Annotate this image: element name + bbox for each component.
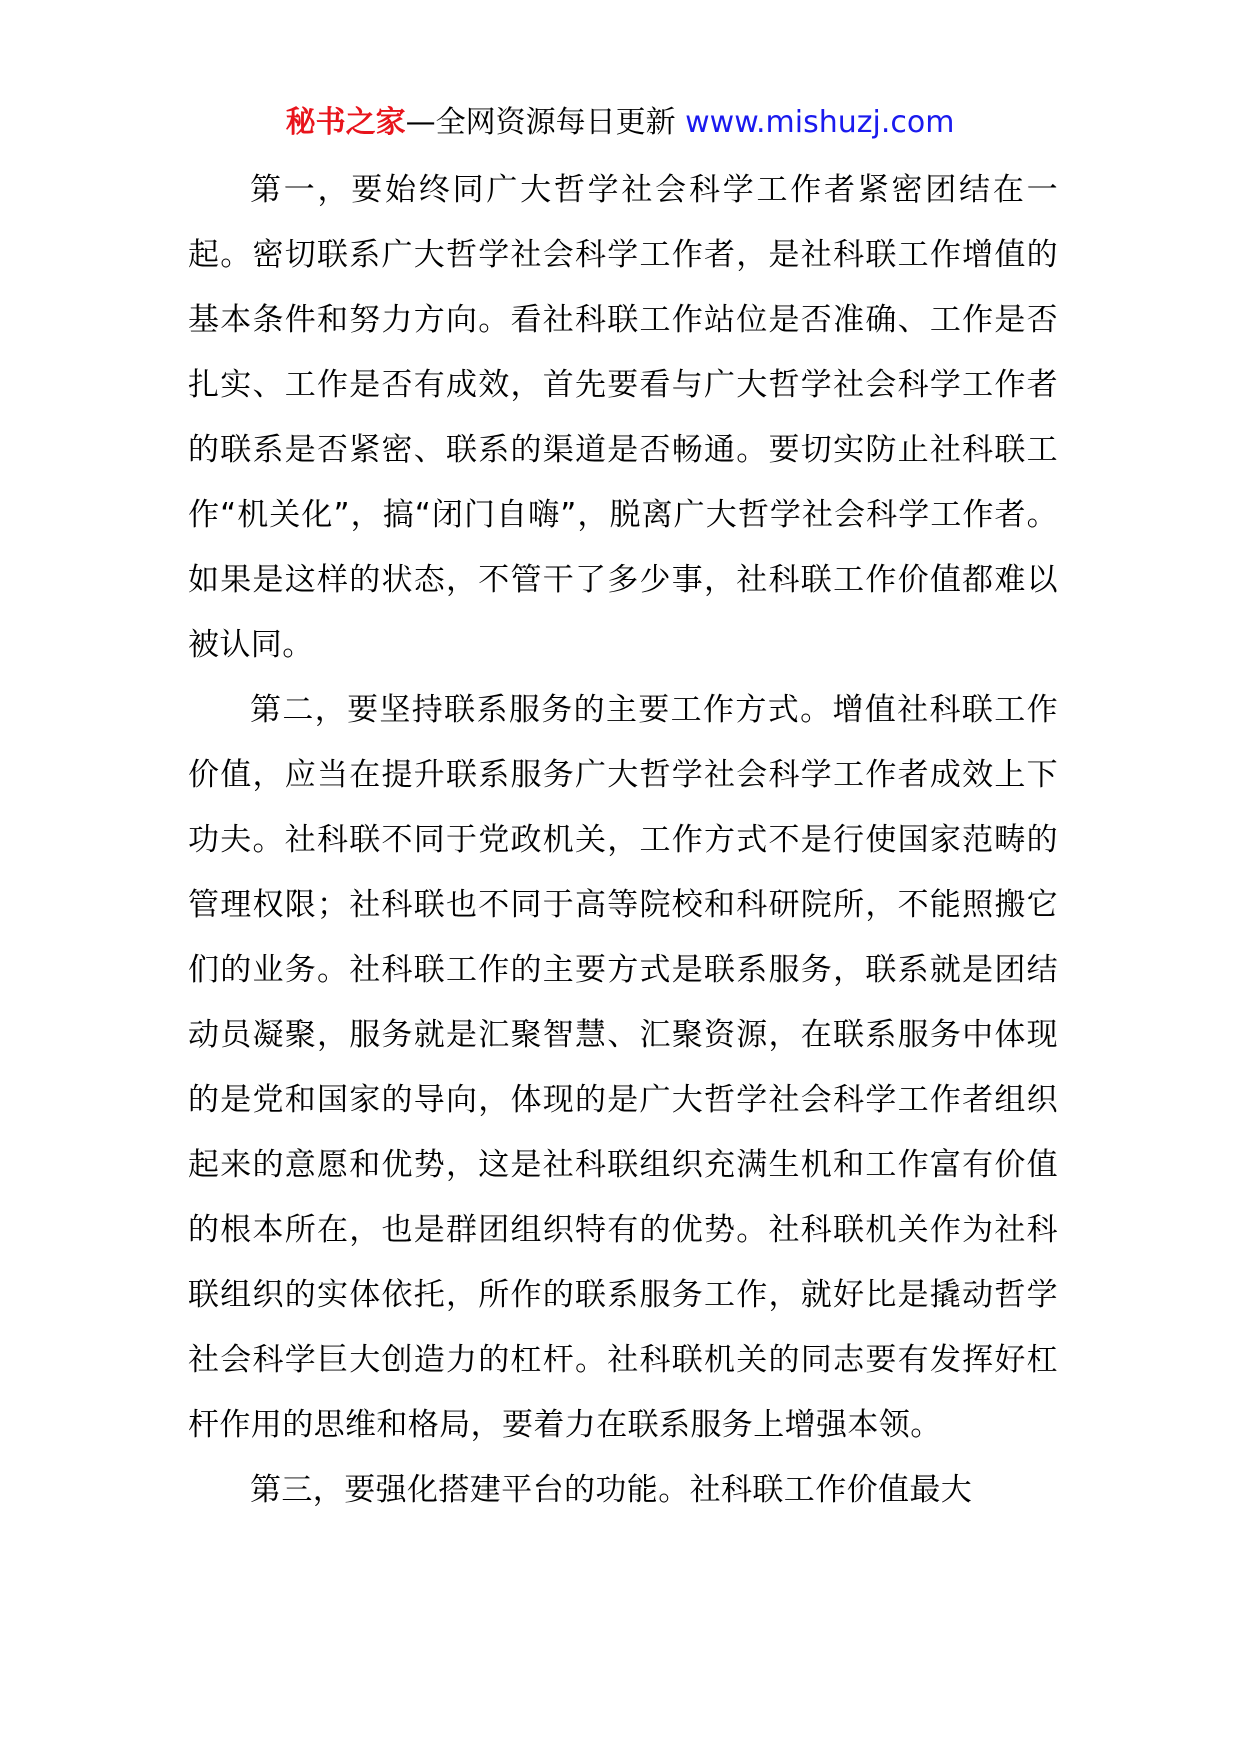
header-tagline: —全网资源每日更新 <box>405 105 686 140</box>
paragraph-third: 第三，要强化搭建平台的功能。社科联工作价值最大 <box>250 1472 973 1508</box>
document-body <box>188 158 1058 1523</box>
site-url-link[interactable]: www.mishuzj.com <box>685 105 955 140</box>
paragraph-first: 第一，要始终同广大哲学社会科学工作者紧密团结在一起。密切联系广大哲学社会科学工作者，是社科联工作增值的基本条件和努力方向。看社科联工作站位是否准确、工作是否扎实、工作是否有成效，首先要看与广大哲学社会科学工作者的联系是否紧密、联系的渠道是否畅通。要切实防止社科联工作“机关化”，搞“闭门自嗨”，脱离广大哲学社会科学工作者。如果是这样的状态，不管干了多少事，社科联工作价值都难以被认同。 <box>188 172 1058 663</box>
brand-name: 秘书之家 <box>285 105 406 140</box>
site-header <box>0 100 1240 146</box>
paragraph-second: 第二，要坚持联系服务的主要工作方式。增值社科联工作价值，应当在提升联系服务广大哲学社会科学工作者成效上下功夫。社科联不同于党政机关，工作方式不是行使国家范畴的管理权限；社科联也不同于高等院校和科研院所，不能照搬它们的业务。社科联工作的主要方式是联系服务，联系就是团结动员凝聚，服务就是汇聚智慧、汇聚资源，在联系服务中体现的是党和国家的导向，体现的是广大哲学社会科学工作者组织起来的意愿和优势，这是社科联组织充满生机和工作富有价值的根本所在，也是群团组织特有的优势。社科联机关作为社科联组织的实体依托，所作的联系服务工作，就好比是撬动哲学社会科学巨大创造力的杠杆。社科联机关的同志要有发挥好杠杆作用的思维和格局，要着力在联系服务上增强本领。 <box>188 692 1058 1443</box>
